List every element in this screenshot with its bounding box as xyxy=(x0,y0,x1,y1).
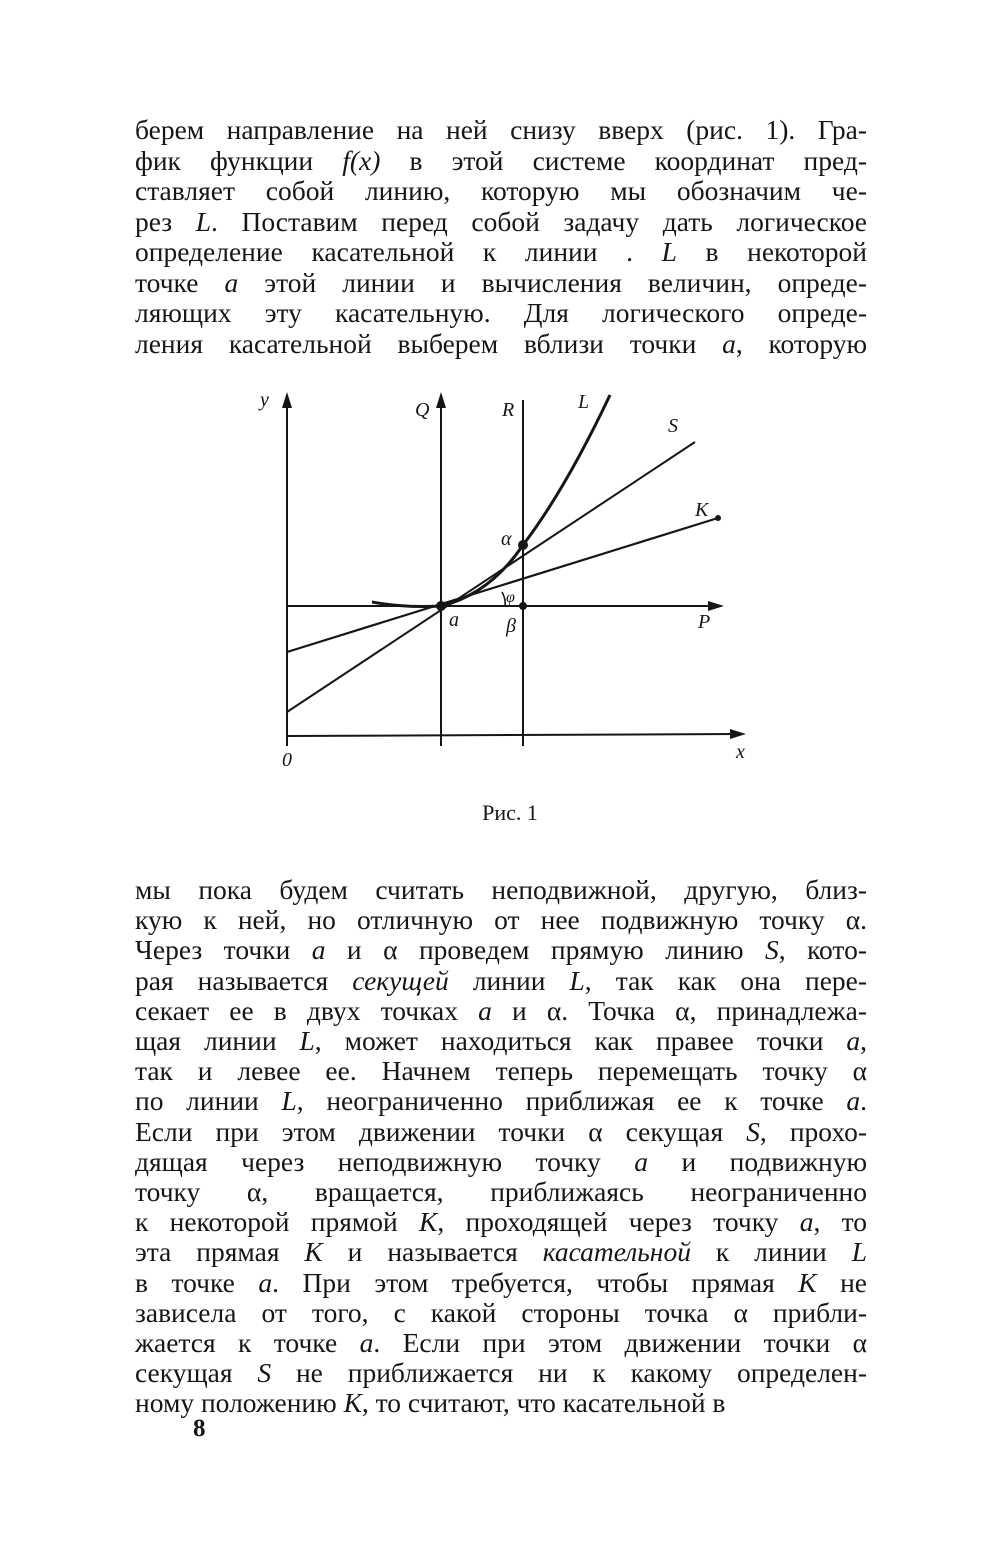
text-segment: точку α, вращается, приближаясь неограниченно xyxy=(135,1176,867,1207)
q-line-arrow xyxy=(436,392,446,408)
text-line xyxy=(135,298,867,328)
p-line-arrow xyxy=(708,601,724,611)
text-segment: f(x) xyxy=(342,144,381,176)
text-segment: a xyxy=(258,1266,273,1298)
text-segment: . Поставим перед собой задачу дать логическое xyxy=(211,205,867,237)
text-segment: a xyxy=(359,1327,374,1358)
text-segment: , то считают, что касательной в xyxy=(361,1387,726,1419)
x-axis xyxy=(287,734,738,736)
text-segment: в этой системе координат пред- xyxy=(380,144,867,176)
label-phi: φ xyxy=(506,589,515,606)
page-number: 8 xyxy=(193,1415,206,1442)
text-segment: секущая xyxy=(135,1357,258,1389)
text-segment: дящая через неподвижную точку xyxy=(135,1145,635,1177)
text-segment: секущей xyxy=(352,964,449,996)
text-segment: , так как она пере- xyxy=(584,964,868,996)
text-line xyxy=(135,905,867,935)
label-origin: 0 xyxy=(282,749,292,771)
text-line xyxy=(135,1298,867,1328)
y-axis-arrow xyxy=(282,392,292,408)
text-segment: и α проведем прямую линию xyxy=(325,934,765,966)
angle-phi-arc xyxy=(502,592,505,606)
text-line xyxy=(135,329,867,359)
text-segment: зависела от того, с какой стороны точка α прибли- xyxy=(135,1296,867,1328)
text-segment: и подвижную xyxy=(647,1145,867,1177)
text-segment: к некоторой прямой xyxy=(135,1206,420,1238)
text-segment: a xyxy=(224,266,239,298)
label-y: y xyxy=(260,389,269,411)
text-segment: так и левее ее. Начнем теперь перемещать точку α xyxy=(135,1055,867,1087)
text-segment: , проходящей через точку xyxy=(437,1206,800,1238)
text-segment: S xyxy=(257,1357,272,1389)
text-segment: ления касательной выберем вблизи точки xyxy=(135,327,723,359)
text-segment: , которую xyxy=(735,327,867,359)
text-line xyxy=(135,207,867,237)
text-line xyxy=(135,146,867,176)
text-segment: L xyxy=(281,1085,297,1117)
label-q: Q xyxy=(415,399,430,421)
label-r: R xyxy=(502,399,515,421)
text-segment: кую к ней, но отличную от нее подвижную точку α. xyxy=(135,904,867,936)
figure-caption: Рис. 1 xyxy=(482,800,538,825)
text-line xyxy=(135,1026,867,1056)
text-line xyxy=(135,1056,867,1086)
label-s: S xyxy=(668,415,678,437)
text-line xyxy=(135,935,867,965)
text-segment: ному положению xyxy=(135,1387,344,1419)
text-segment: a xyxy=(846,1025,861,1056)
text-segment: рез xyxy=(135,205,196,237)
text-segment: a xyxy=(634,1145,648,1177)
text-segment: . xyxy=(860,1085,867,1117)
text-segment: L xyxy=(195,205,212,237)
text-line xyxy=(135,1237,867,1267)
text-segment: L xyxy=(661,236,677,267)
text-segment: эта прямая xyxy=(135,1236,305,1268)
text-segment: L xyxy=(851,1236,867,1268)
point-k-end xyxy=(715,515,721,521)
text-line xyxy=(135,268,867,298)
text-line xyxy=(135,176,867,206)
label-beta: β xyxy=(506,615,516,637)
text-line xyxy=(135,237,867,267)
text-segment: , то xyxy=(813,1206,867,1238)
point-beta xyxy=(519,602,527,610)
point-a xyxy=(436,601,446,611)
text-segment: a xyxy=(799,1206,814,1238)
text-line xyxy=(135,1147,867,1177)
text-segment: K xyxy=(304,1236,323,1268)
text-segment: a xyxy=(846,1085,861,1117)
label-a: a xyxy=(449,609,459,631)
text-segment: мы пока будем считать неподвижной, другую, близ- xyxy=(135,874,867,905)
text-segment: и α. Точка α, принадлежа- xyxy=(491,994,867,1026)
text-segment: рая называется xyxy=(135,964,353,996)
point-alpha xyxy=(518,540,528,550)
text-segment: K xyxy=(419,1206,438,1238)
text-segment: этой линии и вычисления величин, опреде- xyxy=(238,266,868,298)
text-line xyxy=(135,1328,867,1358)
text-segment: K xyxy=(343,1387,362,1419)
text-line xyxy=(135,1207,867,1237)
text-segment: линии xyxy=(448,964,570,996)
text-segment: L xyxy=(299,1025,315,1056)
text-segment: a xyxy=(722,327,736,359)
label-x: x xyxy=(736,741,745,763)
text-segment: ляющих эту касательную. Для логического опреде- xyxy=(135,297,867,328)
text-segment: a xyxy=(311,934,326,966)
text-segment: a xyxy=(478,994,492,1026)
text-segment: точке xyxy=(135,266,225,298)
text-line xyxy=(135,1117,867,1147)
text-line xyxy=(135,1388,867,1418)
text-segment: определение касательной к линии . xyxy=(135,236,662,267)
text-segment: в некоторой xyxy=(676,236,867,267)
text-segment: , xyxy=(860,1025,867,1056)
text-segment: в точке xyxy=(135,1266,259,1298)
text-segment: S xyxy=(765,934,779,966)
secant-s xyxy=(287,442,695,712)
text-line xyxy=(135,1268,867,1298)
text-segment: , неограниченно приближая ее к точке xyxy=(296,1085,847,1117)
figure-tangent-diagram xyxy=(240,370,780,810)
text-segment: ставляет собой линию, которую мы обозначим че- xyxy=(135,175,867,206)
text-segment: Если при этом движении точки α секущая xyxy=(135,1115,747,1147)
text-line xyxy=(135,115,867,145)
text-line xyxy=(135,996,867,1026)
text-segment: S xyxy=(746,1115,760,1147)
text-segment: L xyxy=(569,964,585,996)
text-segment: , кото- xyxy=(778,934,867,966)
text-segment: K xyxy=(798,1266,817,1298)
curve-l xyxy=(372,395,610,607)
label-k: K xyxy=(695,499,709,521)
text-segment: . При этом требуется, чтобы прямая xyxy=(272,1266,799,1298)
label-alpha: α xyxy=(501,528,512,550)
text-segment: по линии xyxy=(135,1085,282,1117)
text-segment: касательной xyxy=(542,1236,691,1268)
text-segment: не xyxy=(816,1266,867,1298)
text-segment: Через точки xyxy=(135,934,312,966)
text-line xyxy=(135,1086,867,1116)
text-segment: фик функции xyxy=(135,144,343,176)
text-segment: . Если при этом движении точки α xyxy=(373,1327,867,1358)
text-segment: жается к точке xyxy=(135,1327,360,1358)
text-line xyxy=(135,875,867,905)
text-segment: не приближается ни к какому определен- xyxy=(271,1357,868,1389)
text-segment: , прохо- xyxy=(759,1115,867,1147)
text-line xyxy=(135,1358,867,1388)
label-p: P xyxy=(698,611,711,633)
text-segment: к линии xyxy=(690,1236,852,1268)
text-segment: , может находиться как правее точки xyxy=(314,1025,847,1056)
text-segment: берем направление на ней снизу вверх (рис. 1). Гра- xyxy=(135,114,867,145)
x-axis-arrow xyxy=(730,729,746,739)
text-segment: и называется xyxy=(322,1236,543,1268)
text-segment: щая линии xyxy=(135,1025,300,1056)
text-line xyxy=(135,966,867,996)
text-line xyxy=(135,1177,867,1207)
label-l: L xyxy=(578,391,590,413)
text-segment: секает ее в двух точках xyxy=(135,994,479,1026)
